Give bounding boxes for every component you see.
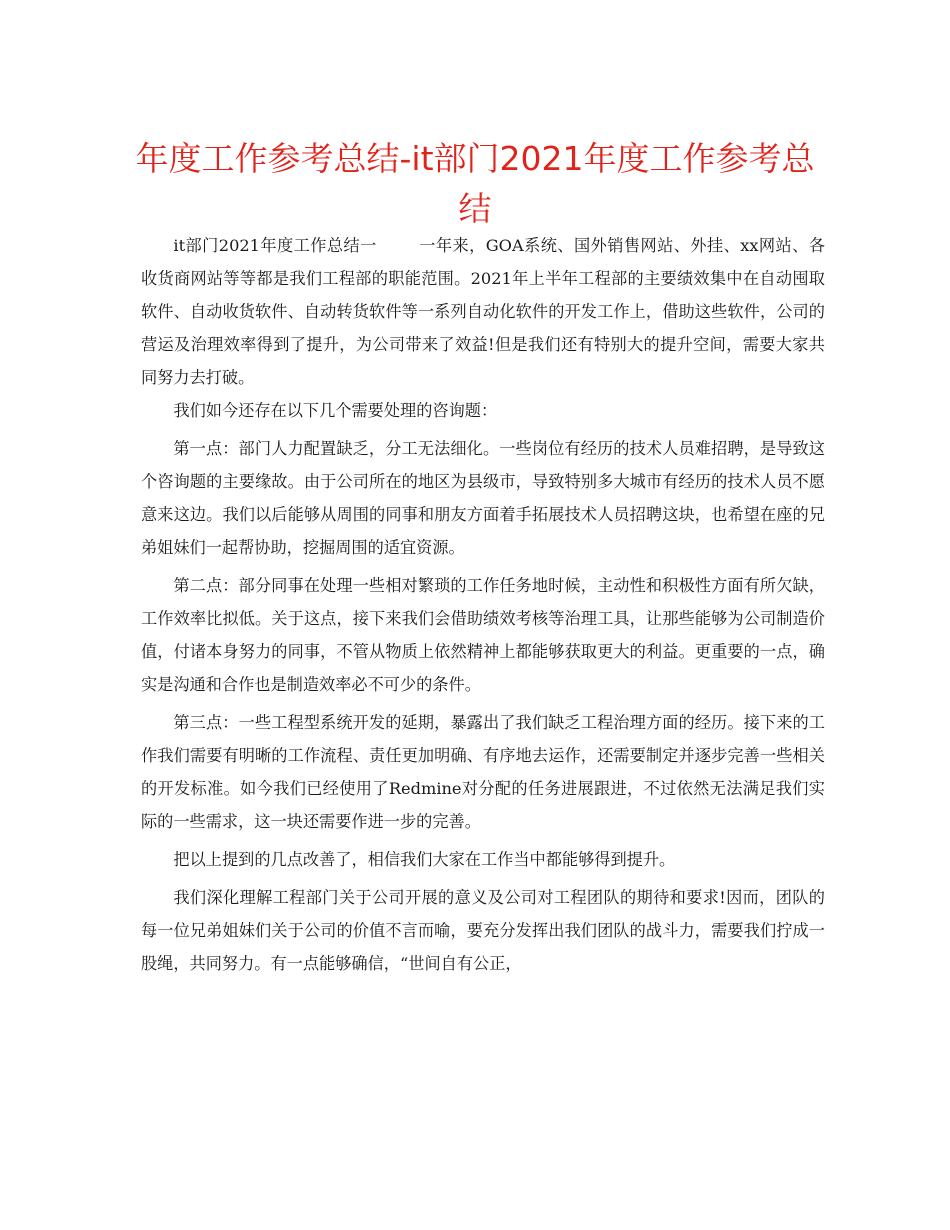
paragraph-7: 我们深化理解工程部门关于公司开展的意义及公司对工程团队的期待和要求!因而，团队的每一位兄弟姐妹们关于公司的价值不言而喻，要充分发挥出我们团队的战斗力，需要我们拧成一股绳，共同努力。有一点能够确信，“世间自有公正，	[141, 888, 825, 973]
paragraph-4: 第二点：部分同事在处理一些相对繁琐的工作任务地时候，主动性和积极性方面有所欠缺，工作效率比拟低。关于这点，接下来我们会借助绩效考核等治理工具，让那些能够为公司制造价值，付诸本身努力的同事，不管从物质上依然精神上都能够获取更大的利益。更重要的一点，确实是沟通和合作也是制造效率必不可少的条件。	[141, 576, 825, 694]
paragraph-2: 我们如今还存在以下几个需要处理的咨询题：	[173, 401, 498, 420]
paragraph-3: 第一点：部门人力配置缺乏，分工无法细化。一些岗位有经历的技术人员难招聘，是导致这个咨询题的主要缘故。由于公司所在的地区为县级市，导致特别多大城市有经历的技术人员不愿意来这边。我们以后能够从周围的同事和朋友方面着手拓展技术人员招聘这块，也希望在座的兄弟姐妹们一起帮协助，挖掘周围的适宜资源。	[141, 439, 825, 557]
paragraph-6: 把以上提到的几点改善了，相信我们大家在工作当中都能够得到提升。	[173, 850, 676, 869]
paragraph-5: 第三点：一些工程型系统开发的延期，暴露出了我们缺乏工程治理方面的经历。接下来的工作我们需要有明晰的工作流程、责任更加明确、有序地去运作，还需要制定并逐步完善一些相关的开发标准。如今我们已经使用了Redmine对分配的任务进展跟进，不过依然无法满足我们实际的一些需求，这一块还需要作进一步的完善。	[141, 713, 825, 831]
document-title: 年度工作参考总结-it部门2021年度工作参考总结	[135, 139, 815, 228]
paragraph-intro	[141, 229, 825, 394]
document-body	[141, 229, 825, 985]
paragraph-1-text: 一年来，GOA系统、国外销售网站、外挂、xx网站、各收货商网站等等都是我们工程部的职能范围。2021年上半年工程部的主要绩效集中在自动囤取软件、自动收货软件、自动转货软件等一系列自动化软件的开发工作上，借助这些软件，公司的营运及治理效率得到了提升，为公司带来了效益!但是我们还有特别大的提升空间，需要大家共同努力去打破。	[141, 236, 825, 387]
intro-heading: it部门2021年度工作总结一	[173, 236, 377, 255]
